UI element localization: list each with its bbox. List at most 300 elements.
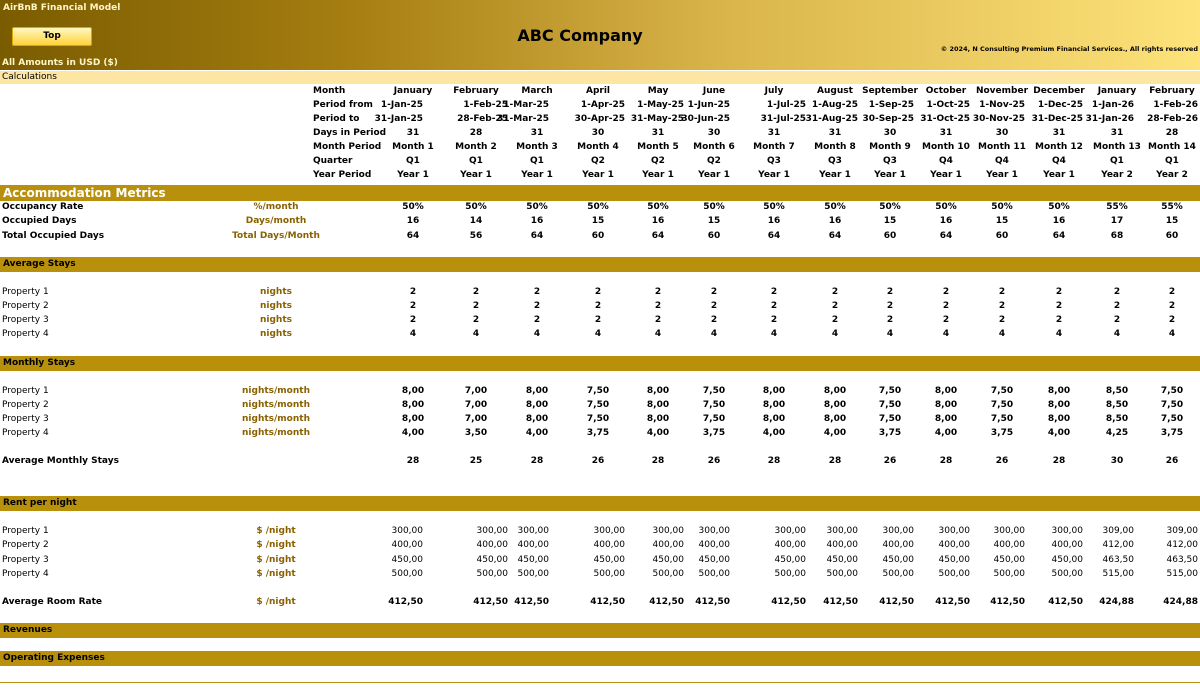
- data-cell: 8,00: [934, 386, 958, 396]
- timeline-cell: 1-Feb-25: [463, 100, 508, 110]
- unit-label: $ /night: [256, 540, 296, 550]
- data-cell: 412,50: [649, 597, 684, 607]
- timeline-cell: Q3: [828, 156, 842, 166]
- data-cell: 2: [710, 287, 718, 297]
- title-banner: [0, 0, 1200, 70]
- data-cell: 8,00: [401, 414, 425, 424]
- data-cell: 7,50: [878, 400, 902, 410]
- data-cell: 4: [533, 329, 541, 339]
- timeline-cell: Q4: [939, 156, 953, 166]
- timeline-cell: April: [585, 86, 611, 96]
- data-cell: 4,00: [823, 428, 847, 438]
- data-cell: 2: [942, 315, 950, 325]
- copyright-notice: © 2024, N Consulting Premium Financial Services., All rights reserved: [940, 45, 1198, 53]
- data-cell: 300,00: [882, 526, 914, 536]
- data-cell: 400,00: [938, 540, 970, 550]
- app-title: AirBnB Financial Model: [3, 3, 121, 13]
- timeline-cell: July: [764, 86, 784, 96]
- data-cell: 8,00: [1047, 400, 1071, 410]
- timeline-cell: Year 1: [758, 170, 790, 180]
- data-cell: 50%: [991, 202, 1013, 212]
- row-label: Occupancy Rate: [2, 202, 84, 212]
- data-cell: 300,00: [698, 526, 730, 536]
- timeline-cell: 30: [995, 128, 1009, 138]
- data-cell: 412,50: [935, 597, 970, 607]
- data-cell: 463,50: [1102, 555, 1134, 565]
- data-cell: 8,50: [1105, 386, 1129, 396]
- row-label: Property 3: [2, 414, 49, 424]
- row-label: Property 4: [2, 329, 49, 339]
- row-label: Property 1: [2, 386, 49, 396]
- timeline-cell: Month 10: [922, 142, 970, 152]
- timeline-cell: Month 9: [869, 142, 911, 152]
- timeline-cell: 1-May-25: [637, 100, 684, 110]
- data-cell: 2: [1168, 287, 1176, 297]
- data-cell: 450,00: [698, 555, 730, 565]
- data-cell: 500,00: [993, 569, 1025, 579]
- row-label: Total Occupied Days: [2, 231, 105, 241]
- section-header-rent: Rent per night: [0, 496, 1200, 511]
- data-cell: 424,88: [1099, 597, 1134, 607]
- data-cell: 15: [883, 216, 897, 226]
- data-cell: 400,00: [1051, 540, 1083, 550]
- data-cell: 2: [472, 301, 480, 311]
- timeline-cell: 31: [651, 128, 665, 138]
- data-cell: 2: [998, 301, 1006, 311]
- data-cell: 8,00: [525, 414, 549, 424]
- data-cell: 4,00: [762, 428, 786, 438]
- timeline-cell: Year 1: [986, 170, 1018, 180]
- data-cell: 60: [995, 231, 1009, 241]
- data-cell: 4: [1113, 329, 1121, 339]
- timeline-cell: Q2: [651, 156, 665, 166]
- unit-label: $ /night: [256, 597, 296, 607]
- data-cell: 55%: [1161, 202, 1183, 212]
- data-cell: 4: [472, 329, 480, 339]
- data-cell: 500,00: [476, 569, 508, 579]
- data-cell: 2: [886, 301, 894, 311]
- top-button[interactable]: Top: [12, 27, 92, 46]
- data-cell: 2: [409, 287, 417, 297]
- timeline-cell: 1-Nov-25: [979, 100, 1025, 110]
- timeline-cell: 31-Dec-25: [1031, 114, 1083, 124]
- data-cell: 400,00: [517, 540, 549, 550]
- data-cell: 7,50: [702, 386, 726, 396]
- timeline-cell: Year 1: [819, 170, 851, 180]
- data-cell: 26: [1165, 456, 1179, 466]
- data-cell: 2: [594, 301, 602, 311]
- data-cell: 412,50: [771, 597, 806, 607]
- timeline-cell: Q1: [530, 156, 544, 166]
- timeline-cell: 30: [707, 128, 721, 138]
- data-cell: 50%: [526, 202, 548, 212]
- data-cell: 8,00: [1047, 414, 1071, 424]
- data-cell: 450,00: [882, 555, 914, 565]
- timeline-cell: June: [702, 86, 726, 96]
- timeline-cell: 1-Jan-25: [380, 100, 423, 110]
- unit-label: nights/month: [242, 428, 310, 438]
- data-cell: 2: [710, 301, 718, 311]
- data-cell: 56: [469, 231, 483, 241]
- data-cell: 4: [770, 329, 778, 339]
- data-cell: 7,50: [586, 414, 610, 424]
- timeline-label: Month Period: [313, 142, 382, 152]
- timeline-cell: 30-Jun-25: [681, 114, 730, 124]
- timeline-cell: 1-Apr-25: [580, 100, 625, 110]
- timeline-cell: Month 8: [814, 142, 856, 152]
- data-cell: 26: [591, 456, 605, 466]
- data-cell: 3,75: [1160, 428, 1184, 438]
- timeline-cell: 1-Mar-25: [503, 100, 549, 110]
- row-label: Average Room Rate: [2, 597, 103, 607]
- data-cell: 3,75: [702, 428, 726, 438]
- data-cell: 50%: [935, 202, 957, 212]
- data-cell: 4,00: [934, 428, 958, 438]
- data-cell: 28: [406, 456, 420, 466]
- data-cell: 2: [998, 287, 1006, 297]
- company-title: ABC Company: [517, 26, 643, 45]
- data-cell: 500,00: [774, 569, 806, 579]
- data-cell: 8,00: [762, 386, 786, 396]
- data-cell: 4: [831, 329, 839, 339]
- timeline-cell: Q1: [1110, 156, 1124, 166]
- row-label: Property 3: [2, 555, 49, 565]
- timeline-cell: 1-Oct-25: [926, 100, 970, 110]
- data-cell: 412,50: [823, 597, 858, 607]
- data-cell: 8,00: [646, 400, 670, 410]
- data-cell: 50%: [402, 202, 424, 212]
- timeline-cell: Year 1: [642, 170, 674, 180]
- timeline-label: Year Period: [313, 170, 372, 180]
- data-cell: 8,00: [762, 400, 786, 410]
- data-cell: 28: [1052, 456, 1066, 466]
- timeline-cell: Month 11: [978, 142, 1026, 152]
- data-cell: 400,00: [993, 540, 1025, 550]
- timeline-cell: Year 2: [1101, 170, 1133, 180]
- row-label: Property 2: [2, 540, 49, 550]
- data-cell: 400,00: [774, 540, 806, 550]
- data-cell: 8,00: [401, 386, 425, 396]
- data-cell: 4: [1055, 329, 1063, 339]
- timeline-cell: 31: [1110, 128, 1124, 138]
- data-cell: 64: [406, 231, 420, 241]
- unit-label: $ /night: [256, 555, 296, 565]
- data-cell: 450,00: [826, 555, 858, 565]
- data-cell: 450,00: [938, 555, 970, 565]
- data-cell: 400,00: [476, 540, 508, 550]
- timeline-cell: Year 1: [874, 170, 906, 180]
- unit-label: Days/month: [245, 216, 307, 226]
- data-cell: 64: [828, 231, 842, 241]
- data-cell: 424,88: [1163, 597, 1198, 607]
- data-cell: 412,50: [473, 597, 508, 607]
- row-label: Property 2: [2, 301, 49, 311]
- data-cell: 450,00: [652, 555, 684, 565]
- data-cell: 4,00: [525, 428, 549, 438]
- data-cell: 60: [1165, 231, 1179, 241]
- data-cell: 2: [1113, 287, 1121, 297]
- data-cell: 300,00: [1051, 526, 1083, 536]
- data-cell: 300,00: [476, 526, 508, 536]
- data-cell: 412,50: [1048, 597, 1083, 607]
- data-cell: 2: [710, 315, 718, 325]
- data-cell: 4: [1168, 329, 1176, 339]
- timeline-cell: December: [1033, 86, 1085, 96]
- data-cell: 300,00: [391, 526, 423, 536]
- timeline-cell: March: [521, 86, 553, 96]
- currency-note: All Amounts in USD ($): [2, 58, 118, 68]
- data-cell: 2: [886, 287, 894, 297]
- timeline-cell: 31-May-25: [630, 114, 684, 124]
- data-cell: 64: [651, 231, 665, 241]
- data-cell: 26: [707, 456, 721, 466]
- data-cell: 7,50: [1160, 400, 1184, 410]
- data-cell: 2: [1055, 301, 1063, 311]
- data-cell: 300,00: [938, 526, 970, 536]
- timeline-cell: Month 7: [753, 142, 795, 152]
- timeline-cell: 31-Jan-25: [374, 114, 423, 124]
- timeline-cell: November: [975, 86, 1029, 96]
- data-cell: 2: [654, 315, 662, 325]
- data-cell: 412,00: [1102, 540, 1134, 550]
- timeline-cell: Year 1: [521, 170, 553, 180]
- row-label: Property 4: [2, 569, 49, 579]
- data-cell: 4: [654, 329, 662, 339]
- data-cell: 8,00: [762, 414, 786, 424]
- timeline-cell: August: [817, 86, 853, 96]
- timeline-cell: 1-Jul-25: [766, 100, 806, 110]
- timeline-cell: May: [647, 86, 669, 96]
- timeline-cell: 31-Aug-25: [805, 114, 858, 124]
- timeline-cell: 1-Dec-25: [1037, 100, 1083, 110]
- data-cell: 64: [939, 231, 953, 241]
- unit-label: Total Days/Month: [232, 231, 320, 241]
- data-cell: 2: [942, 301, 950, 311]
- timeline-cell: 31: [406, 128, 420, 138]
- data-cell: 7,00: [464, 400, 488, 410]
- timeline-cell: Month 6: [693, 142, 735, 152]
- timeline-label: Period to: [313, 114, 360, 124]
- data-cell: 300,00: [774, 526, 806, 536]
- data-cell: 7,50: [1160, 414, 1184, 424]
- timeline-cell: 31-Jan-26: [1085, 114, 1134, 124]
- data-cell: 7,50: [1160, 386, 1184, 396]
- data-cell: 2: [533, 287, 541, 297]
- data-cell: 2: [594, 315, 602, 325]
- data-cell: 7,50: [878, 386, 902, 396]
- timeline-cell: September: [862, 86, 918, 96]
- timeline-cell: 31: [767, 128, 781, 138]
- data-cell: 30: [1110, 456, 1124, 466]
- data-cell: 450,00: [993, 555, 1025, 565]
- data-cell: 2: [1113, 301, 1121, 311]
- timeline-cell: 1-Sep-25: [868, 100, 914, 110]
- data-cell: 450,00: [593, 555, 625, 565]
- data-cell: 16: [1052, 216, 1066, 226]
- row-label: Property 4: [2, 428, 49, 438]
- data-cell: 50%: [703, 202, 725, 212]
- timeline-cell: Month 1: [392, 142, 434, 152]
- data-cell: 2: [1055, 315, 1063, 325]
- timeline-cell: 1-Feb-26: [1153, 100, 1198, 110]
- timeline-cell: 1-Jan-26: [1091, 100, 1134, 110]
- timeline-cell: 30: [591, 128, 605, 138]
- timeline-cell: 28-Feb-26: [1147, 114, 1198, 124]
- data-cell: 300,00: [652, 526, 684, 536]
- data-cell: 400,00: [882, 540, 914, 550]
- data-cell: 2: [1168, 301, 1176, 311]
- data-cell: 2: [409, 315, 417, 325]
- timeline-cell: 30: [883, 128, 897, 138]
- data-cell: 15: [1165, 216, 1179, 226]
- timeline-cell: Year 2: [1156, 170, 1188, 180]
- data-cell: 500,00: [938, 569, 970, 579]
- calculations-label: Calculations: [0, 71, 1200, 84]
- data-cell: 7,50: [878, 414, 902, 424]
- data-cell: 7,50: [586, 400, 610, 410]
- timeline-label: Month: [313, 86, 346, 96]
- row-label: Property 3: [2, 315, 49, 325]
- timeline-cell: 31: [939, 128, 953, 138]
- data-cell: 16: [530, 216, 544, 226]
- timeline-cell: Month 14: [1148, 142, 1196, 152]
- timeline-cell: Month 5: [637, 142, 679, 152]
- data-cell: 2: [770, 315, 778, 325]
- timeline-cell: 28: [1165, 128, 1179, 138]
- timeline-cell: Month 12: [1035, 142, 1083, 152]
- data-cell: 412,50: [388, 597, 423, 607]
- data-cell: 412,50: [590, 597, 625, 607]
- data-cell: 8,00: [525, 386, 549, 396]
- data-cell: 2: [831, 301, 839, 311]
- data-cell: 8,00: [934, 400, 958, 410]
- data-cell: 16: [767, 216, 781, 226]
- section-header-revenues: Revenues: [0, 623, 1200, 638]
- data-cell: 500,00: [882, 569, 914, 579]
- data-cell: 7,00: [464, 386, 488, 396]
- data-cell: 17: [1110, 216, 1124, 226]
- data-cell: 4: [886, 329, 894, 339]
- data-cell: 28: [828, 456, 842, 466]
- data-cell: 450,00: [517, 555, 549, 565]
- data-cell: 50%: [1048, 202, 1070, 212]
- timeline-label: Days in Period: [313, 128, 387, 138]
- data-cell: 7,50: [990, 386, 1014, 396]
- data-cell: 450,00: [774, 555, 806, 565]
- timeline-cell: October: [925, 86, 967, 96]
- data-cell: 500,00: [517, 569, 549, 579]
- data-cell: 500,00: [698, 569, 730, 579]
- data-cell: 60: [883, 231, 897, 241]
- timeline-cell: Q1: [469, 156, 483, 166]
- timeline-cell: 28: [469, 128, 483, 138]
- section-header-accommodation: Accommodation Metrics: [0, 185, 1200, 201]
- timeline-cell: Year 1: [582, 170, 614, 180]
- row-label: Property 1: [2, 287, 49, 297]
- data-cell: 16: [651, 216, 665, 226]
- data-cell: 2: [770, 287, 778, 297]
- data-cell: 8,00: [401, 400, 425, 410]
- data-cell: 412,00: [1166, 540, 1198, 550]
- data-cell: 68: [1110, 231, 1124, 241]
- timeline-cell: Month 2: [455, 142, 497, 152]
- data-cell: 2: [1168, 315, 1176, 325]
- row-label: Average Monthly Stays: [2, 456, 119, 466]
- data-cell: 8,50: [1105, 400, 1129, 410]
- data-cell: 412,50: [990, 597, 1025, 607]
- unit-label: nights: [259, 329, 292, 339]
- data-cell: 64: [767, 231, 781, 241]
- section-header-average_stays: Average Stays: [0, 257, 1200, 272]
- unit-label: $ /night: [256, 569, 296, 579]
- row-label: Occupied Days: [2, 216, 77, 226]
- data-cell: 2: [409, 301, 417, 311]
- row-label: Property 1: [2, 526, 49, 536]
- data-cell: 309,00: [1102, 526, 1134, 536]
- data-cell: 2: [594, 287, 602, 297]
- timeline-cell: 30-Apr-25: [574, 114, 625, 124]
- timeline-cell: Year 1: [698, 170, 730, 180]
- timeline-cell: 31-Mar-25: [497, 114, 549, 124]
- data-cell: 26: [883, 456, 897, 466]
- data-cell: 4,00: [401, 428, 425, 438]
- data-cell: 2: [472, 287, 480, 297]
- data-cell: 16: [828, 216, 842, 226]
- data-cell: 64: [530, 231, 544, 241]
- data-cell: 500,00: [652, 569, 684, 579]
- data-cell: 8,50: [1105, 414, 1129, 424]
- timeline-cell: Q1: [1165, 156, 1179, 166]
- data-cell: 2: [1055, 287, 1063, 297]
- timeline-cell: 31: [530, 128, 544, 138]
- timeline-cell: 28-Feb-25: [457, 114, 508, 124]
- data-cell: 4: [409, 329, 417, 339]
- data-cell: 400,00: [698, 540, 730, 550]
- data-cell: 7,50: [990, 400, 1014, 410]
- timeline-cell: 30-Sep-25: [862, 114, 914, 124]
- data-cell: 15: [995, 216, 1009, 226]
- data-cell: 309,00: [1166, 526, 1198, 536]
- data-cell: 64: [1052, 231, 1066, 241]
- data-cell: 2: [654, 287, 662, 297]
- data-cell: 300,00: [993, 526, 1025, 536]
- data-cell: 2: [942, 287, 950, 297]
- data-cell: 400,00: [826, 540, 858, 550]
- data-cell: 8,00: [646, 386, 670, 396]
- data-cell: 4,25: [1105, 428, 1129, 438]
- data-cell: 2: [831, 287, 839, 297]
- timeline-cell: 31: [828, 128, 842, 138]
- data-cell: 515,00: [1166, 569, 1198, 579]
- data-cell: 55%: [1106, 202, 1128, 212]
- data-cell: 2: [472, 315, 480, 325]
- unit-label: nights/month: [242, 386, 310, 396]
- timeline-cell: 31-Jul-25: [760, 114, 806, 124]
- data-cell: 400,00: [391, 540, 423, 550]
- data-cell: 60: [707, 231, 721, 241]
- data-cell: 7,50: [702, 400, 726, 410]
- section-header-opex: Operating Expenses: [0, 651, 1200, 666]
- data-cell: 400,00: [593, 540, 625, 550]
- data-cell: 450,00: [1051, 555, 1083, 565]
- data-cell: 4,00: [646, 428, 670, 438]
- timeline-cell: 31-Oct-25: [920, 114, 970, 124]
- timeline-cell: Month 4: [577, 142, 619, 152]
- data-cell: 3,75: [586, 428, 610, 438]
- data-cell: 8,00: [934, 414, 958, 424]
- data-cell: 28: [530, 456, 544, 466]
- unit-label: %/month: [253, 202, 299, 212]
